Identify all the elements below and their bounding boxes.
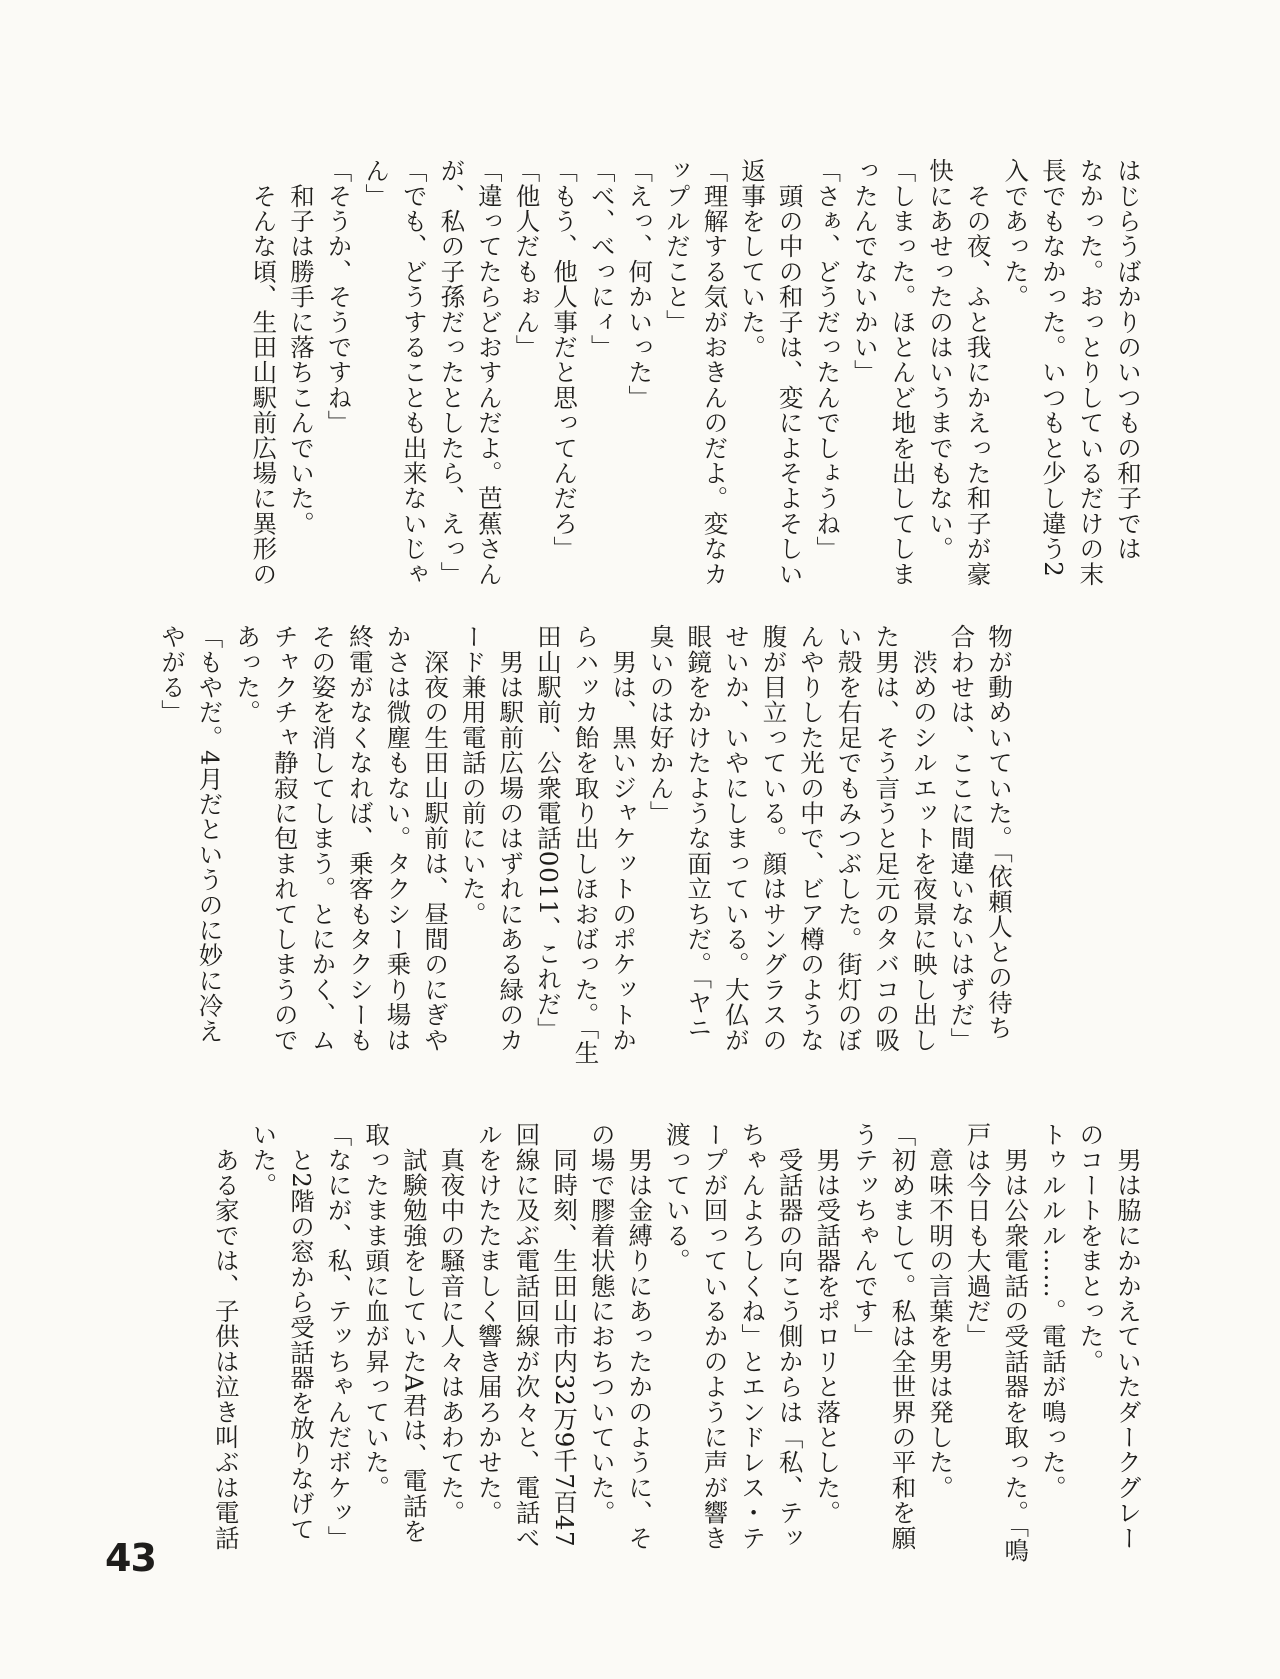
text-line: あった。	[233, 624, 263, 725]
text-line: せいか、いやにしまっている。大仏が	[721, 624, 751, 1053]
text-line: なかった。おっとりしているだけの末	[1076, 158, 1106, 587]
text-line: ルをけたたましく響き届ろかせた。	[474, 1122, 504, 1526]
text-line: 「しまった。ほとんど地を出してしま	[888, 158, 918, 587]
text-line: 「でも、どうすることも出来ないじゃ	[399, 158, 429, 587]
text-line: 「さぁ、どうだったんでしょうね」	[813, 158, 843, 562]
text-line: トゥルルル……。電話が鳴った。	[1038, 1122, 1068, 1500]
text-line: ちゃんよろしくね」とエンドレス・テ	[738, 1122, 768, 1551]
text-line: 男は公衆電話の受話器を取った。「鳴	[1001, 1122, 1031, 1564]
text-line: た男は、そう言うと足元のタバコの吸	[872, 624, 902, 1053]
text-line: 返事をしていた。	[738, 158, 768, 360]
text-line: 快にあせったのはいうまでもない。	[926, 158, 956, 562]
text-line: 物が動めいていた。「依頼人との待ち	[985, 624, 1014, 1041]
text-line: 真夜中の騒音に人々はあわてた。	[437, 1122, 467, 1526]
text-line: 渡っている。	[662, 1122, 692, 1274]
text-line: 「えっ、何かいった」	[625, 158, 655, 410]
text-line: 受話器の向こう側からは「私、テッ	[775, 1122, 805, 1551]
text-line: ある家では、子供は泣き叫ぶは電話	[211, 1122, 241, 1551]
text-line: らハッカ飴を取り出しほおばった。「生	[571, 624, 601, 1066]
text-line: 終電がなくなれば、乗客もタクシーも	[345, 624, 375, 1053]
text-line: 「そうか、そうですね」	[324, 158, 354, 436]
text-line: チャクチャ静寂に包まれてしまうので	[270, 624, 300, 1053]
text-line: 「他人だもぉん」	[512, 158, 542, 360]
text-line: 臭いのは好かん」	[646, 624, 676, 826]
text-line: 眼鏡をかけたような面立ちだ。「ヤニ	[684, 624, 714, 1041]
text-line: 入であった。	[1001, 158, 1031, 310]
text-line: はじらうばかりのいつもの和子では	[1114, 158, 1143, 562]
text-line: 渋めのシルエットを夜景に映し出し	[909, 624, 939, 1053]
text-line: 田山駅前、公衆電話0011、これだ」	[533, 624, 563, 1042]
text-line: 回線に及ぶ電話回線が次々と、電話べ	[512, 1122, 542, 1551]
text-line: 同時刻、生田山市内32万9千7百47	[550, 1122, 580, 1548]
text-line: 戸は今日も大過だ」	[963, 1122, 993, 1349]
text-line: のコートをまとった。	[1076, 1122, 1106, 1374]
text-line: 「初めまして。私は全世界の平和を願	[888, 1122, 918, 1551]
text-line: いた。	[249, 1122, 279, 1198]
text-line: 意味不明の言葉を男は発した。	[926, 1122, 956, 1500]
text-line: その夜、ふと我にかえった和子が豪	[963, 158, 993, 587]
text-line: 合わせは、ここに間違いないはずだ」	[947, 624, 977, 1053]
text-line: い殻を右足でもみつぶした。街灯のぼ	[834, 624, 864, 1053]
text-line: んやりした光の中で、ビア樽のような	[797, 624, 827, 1053]
page-number: 43	[105, 1536, 156, 1580]
text-line: 男は受話器をポロリと落とした。	[813, 1122, 843, 1526]
text-line: 男は、黒いジャケットのポケットか	[609, 624, 639, 1053]
text-line: が、私の子孫だったとしたら、えっ」	[437, 158, 467, 587]
text-line: かさは微塵もない。タクシー乗り場は	[383, 624, 413, 1053]
text-line: 長でもなかった。いつもと少し違う2	[1038, 158, 1068, 578]
text-line: 頭の中の和子は、変によそよそしい	[775, 158, 805, 587]
text-line: 和子は勝手に落ちこんでいた。	[286, 158, 316, 536]
text-line: 「なにが、私、テッちゃんだボケッ」	[324, 1122, 354, 1551]
text-line: 男は脇にかかえていたダークグレー	[1114, 1122, 1143, 1551]
text-line: そんな頃、生田山駅前広場に異形の	[249, 158, 279, 587]
text-line: と2階の窓から受話器を放りなげて	[286, 1122, 316, 1542]
text-line: の場で膠着状態におちついていた。	[587, 1122, 617, 1526]
text-line: 取ったまま頭に血が昇っていた。	[362, 1122, 392, 1500]
text-line: ん」	[362, 158, 392, 209]
text-line: ったんでないかい」	[850, 158, 880, 385]
text-block-top	[147, 158, 1147, 640]
text-line: 「もやだ。4月だというのに妙に冷え	[195, 624, 225, 1044]
text-line: 男は金縛りにあったかのように、そ	[625, 1122, 655, 1551]
text-line: ード兼用電話の前にいた。	[458, 624, 488, 927]
text-line: うテッちゃんです」	[850, 1122, 880, 1349]
text-line: 腹が目立っている。顔はサングラスの	[759, 624, 789, 1053]
text-line: 試験勉強をしていたA君は、電話を	[399, 1122, 429, 1544]
text-line: 「理解する気がおきんのだよ。変なカ	[700, 158, 730, 587]
text-line: 「べ、べっにィ」	[587, 158, 617, 360]
text-line: ップルだこと」	[662, 158, 692, 335]
text-line: ープが回っているかのように声が響き	[700, 1122, 730, 1551]
text-block-middle	[148, 624, 1018, 1090]
text-line: 深夜の生田山駅前は、昼間のにぎや	[421, 624, 451, 1053]
text-line: その姿を消してしまう。とにかく、ム	[308, 624, 338, 1053]
text-line: 「違ってたらどおすんだよ。芭蕉さん	[474, 158, 504, 587]
text-block-bottom	[147, 1122, 1147, 1594]
text-line: 男は駅前広場のはずれにある緑のカ	[496, 624, 526, 1053]
text-line: 「もう、他人事だと思ってんだろ」	[550, 158, 580, 562]
text-line: やがる」	[157, 624, 187, 725]
